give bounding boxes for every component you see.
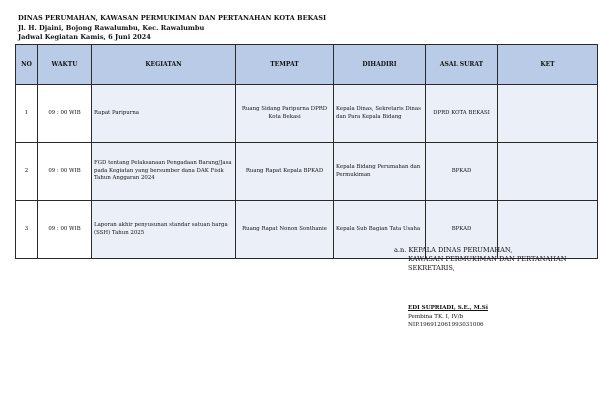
cell-dihadiri: Kepala Sub Bagian Tata Usaha bbox=[334, 201, 426, 259]
cell-tempat: Ruang Sidang Paripurna DPRD Kota Bekasi bbox=[236, 85, 334, 143]
agency-name: DINAS PERUMAHAN, KAWASAN PERMUKIMAN DAN PERTANAHAN KOTA BEKASI bbox=[18, 14, 327, 22]
schedule-date: Jadwal Kegiatan Kamis, 6 Juni 2024 bbox=[18, 33, 151, 41]
col-header-ket: KET bbox=[498, 45, 598, 85]
col-header-waktu: WAKTU bbox=[38, 45, 92, 85]
cell-asal-surat: BPKAD bbox=[426, 201, 498, 259]
cell-waktu: 09 : 00 WIB bbox=[38, 201, 92, 259]
signature-title: a.n. KEPALA DINAS PERUMAHAN, bbox=[394, 246, 513, 254]
signature-block bbox=[394, 246, 567, 274]
signer-name: EDI SUPRIADI, S.E., M.Si bbox=[408, 305, 488, 311]
cell-kegiatan: Rapat Paripurna bbox=[92, 85, 236, 143]
signer-nip: NIP.196912061993031006 bbox=[408, 322, 484, 329]
cell-ket bbox=[498, 85, 598, 143]
cell-asal-surat: BPKAD bbox=[426, 143, 498, 201]
cell-waktu: 09 : 00 WIB bbox=[38, 85, 92, 143]
cell-tempat: Ruang Rapat Nonon Sonthanie bbox=[236, 201, 334, 259]
cell-kegiatan: Laporan akhir penyusunan standar satuan harga (SSH) Tahun 2025 bbox=[92, 201, 236, 259]
cell-dihadiri: Kepala Dinas, Sekretaris Dinas dan Para Kepala Bidang bbox=[334, 85, 426, 143]
table-header-row bbox=[16, 45, 598, 85]
col-header-dihadiri: DIHADIRI bbox=[334, 45, 426, 85]
document-header bbox=[18, 14, 326, 43]
cell-no: 3 bbox=[16, 201, 38, 259]
signer-details bbox=[408, 304, 488, 330]
signature-position: SEKRETARIS, bbox=[408, 264, 455, 273]
cell-waktu: 09 : 00 WIB bbox=[38, 143, 92, 201]
cell-asal-surat: DPRD KOTA BEKASI bbox=[426, 85, 498, 143]
col-header-tempat: TEMPAT bbox=[236, 45, 334, 85]
cell-no: 2 bbox=[16, 143, 38, 201]
cell-dihadiri: Kepala Bidang Perumahan dan Permukiman bbox=[334, 143, 426, 201]
table-row bbox=[16, 143, 598, 201]
cell-no: 1 bbox=[16, 85, 38, 143]
cell-tempat: Ruang Rapat Kepala BPKAD bbox=[236, 143, 334, 201]
table-row bbox=[16, 85, 598, 143]
agency-address: Jl. H. Djaini, Bojong Rawalumbu, Kec. Rawalumbu bbox=[18, 23, 205, 32]
cell-kegiatan: FGD tentang Pelaksanaan Pengadaan Barang/Jasa pada Kegiatan yang bersumber dana DAK Fisik Tahun Anggaran 2024 bbox=[92, 143, 236, 201]
signature-agency: KAWASAN PERMUKIMAN DAN PERTANAHAN bbox=[408, 255, 567, 264]
col-header-kegiatan: KEGIATAN bbox=[92, 45, 236, 85]
schedule-table bbox=[15, 44, 598, 259]
cell-ket bbox=[498, 143, 598, 201]
signer-rank: Pembina TK. I, IV/b bbox=[408, 313, 464, 320]
col-header-asal-surat: ASAL SURAT bbox=[426, 45, 498, 85]
col-header-no: NO bbox=[16, 45, 38, 85]
